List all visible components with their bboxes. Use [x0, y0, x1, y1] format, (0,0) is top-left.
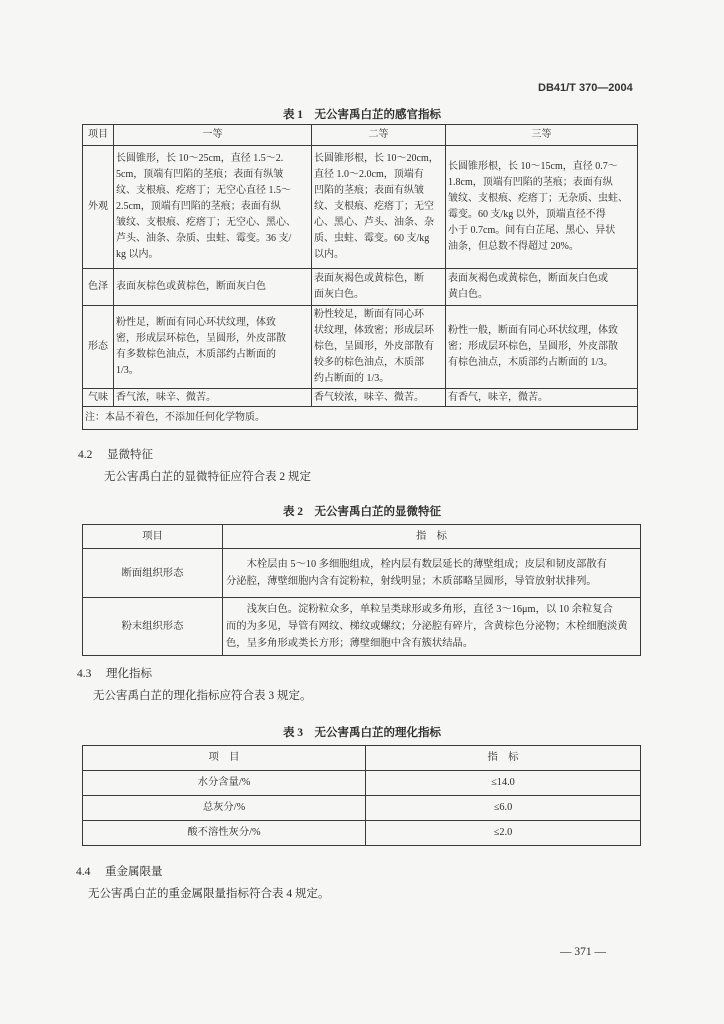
- section-title: 重金属限量: [105, 866, 163, 878]
- table-row: [83, 598, 641, 656]
- section-number: 4.4: [76, 866, 91, 878]
- grade3-cell: 长圆锥形根，长 10～15cm，直径 0.7～ 1.8cm，顶端有凹陷的茎痕；表面有纵 皱纹、支根痕、疙瘩丁；无杂质、虫蛀、 霉变。60 支/kg 以外，顶端直径不得 小于 0.7cm。间有白芷尾、黑心、异状 油条，但总数不得超过 20%。: [446, 146, 638, 269]
- grade3-cell: 有香气，味辛，微苦。: [446, 389, 638, 407]
- grade1-cell: 长圆锥形，长 10～25cm，直径 1.5～2. 5cm，顶端有凹陷的茎痕；表面有纵皱 纹、支根痕、疙瘩丁；无空心直径 1.5～ 2.5cm，顶端有凹陷的茎痕；表面有纵 皱纹、支根痕、疙瘩丁；无空心、黑心、 芦头、油条、杂质、虫蛀、霉变。36 支/ kg 以内。: [114, 146, 312, 269]
- table-note-row: [83, 407, 638, 430]
- row-label: 形态: [83, 306, 114, 389]
- table-row: [83, 549, 641, 598]
- table2-title: 表 2 无公害禹白芷的显微特征: [282, 506, 442, 518]
- document-code: DB41/T 370—2004: [538, 82, 633, 94]
- header-grade1: 一等: [114, 125, 312, 146]
- row-label: 粉末组织形态: [83, 598, 223, 656]
- section-text-4-4: 无公害禹白芷的重金属限量指标符合表 4 规定。: [88, 888, 330, 900]
- physicochemical-index-table: [82, 745, 641, 846]
- grade3-cell: 表面灰褐色或黄棕色，断面灰白色或 黄白色。: [446, 269, 638, 306]
- table-note: 注：本品不着色，不添加任何化学物质。: [83, 407, 638, 430]
- header-value: 指 标: [366, 746, 641, 771]
- table-row: [83, 821, 641, 846]
- table-row: [83, 269, 638, 306]
- grade2-cell: 表面灰褐色或黄棕色，断 面灰白色。: [312, 269, 446, 306]
- value-cell: ≤6.0: [366, 796, 641, 821]
- table-header-row: [83, 525, 641, 549]
- table-header-row: [83, 125, 638, 146]
- grade2-cell: 粉性较足，断面有同心环 状纹理，体致密；形成层环 棕色，呈圆形，外皮部散有 较多的棕色油点，木质部 约占断面的 1/3。: [312, 306, 446, 389]
- section-text-4-2: 无公害禹白芷的显微特征应符合表 2 规定: [104, 471, 311, 483]
- spec-cell: 木栓层由 5～10 多细胞组成，栓内层有数层延长的薄壁组成；皮层和韧皮部散有 分泌腔，薄壁细胞内含有淀粉粒，射线明显；木质部略呈圆形，导管放射状排列。: [223, 549, 641, 598]
- grade2-cell: 长圆锥形根，长 10～20cm， 直径 1.0～2.0cm，顶端有 凹陷的茎痕；表面有纵皱 纹、支根痕、疙瘩丁；无空 心、黑心、芦头、油条、杂 质、虫蛀、霉变。60 支/kg 以内。: [312, 146, 446, 269]
- sensory-index-table: [82, 124, 638, 430]
- microscopic-feature-table: [82, 524, 641, 656]
- table-row: [83, 306, 638, 389]
- section-title: 理化指标: [106, 668, 152, 680]
- section-number: 4.2: [78, 449, 93, 461]
- row-label: 断面组织形态: [83, 549, 223, 598]
- section-number: 4.3: [77, 668, 92, 680]
- value-cell: ≤2.0: [366, 821, 641, 846]
- row-label: 色泽: [83, 269, 114, 306]
- table-header-row: [83, 746, 641, 771]
- table1-title: 表 1 无公害禹白芷的感官指标: [282, 109, 442, 121]
- section-text-4-3: 无公害禹白芷的理化指标应符合表 3 规定。: [93, 690, 312, 702]
- row-label: 总灰分/%: [83, 796, 366, 821]
- row-label: 水分含量/%: [83, 771, 366, 796]
- section-heading-4-4: [76, 865, 163, 879]
- section-title: 显微特征: [107, 449, 153, 461]
- section-heading-4-3: [77, 667, 152, 681]
- header-item: 项 目: [83, 746, 366, 771]
- grade1-cell: 表面灰棕色或黄棕色，断面灰白色: [114, 269, 312, 306]
- page-number: — 371 —: [560, 946, 606, 958]
- row-label: 酸不溶性灰分/%: [83, 821, 366, 846]
- row-label: 气味: [83, 389, 114, 407]
- row-label: 外观: [83, 146, 114, 269]
- table-row: [83, 146, 638, 269]
- header-spec: 指 标: [223, 525, 641, 549]
- spec-cell: 浅灰白色。淀粉粒众多，单粒呈类球形或多角形，直径 3～16μm，以 10 余粒复合 而的为多见，导管有网纹、梯纹或螺纹；分泌腔有碎片，含黄棕色分泌物；木栓细胞淡黄 色，呈多角形或类长方形；薄壁细胞中含有簇状结晶。: [223, 598, 641, 656]
- header-item: 项目: [83, 525, 223, 549]
- table-row: [83, 771, 641, 796]
- grade1-cell: 粉性足，断面有同心环状纹理，体致 密，形成层环棕色，呈圆形，外皮部散 有多数棕色油点，木质部约占断面的 1/3。: [114, 306, 312, 389]
- grade2-cell: 香气较浓，味辛、微苦。: [312, 389, 446, 407]
- section-heading-4-2: [78, 448, 153, 462]
- grade3-cell: 粉性一般，断面有同心环状纹理，体致 密；形成层环棕色，呈圆形，外皮部散 有棕色油点，木质部约占断面的 1/3。: [446, 306, 638, 389]
- value-cell: ≤14.0: [366, 771, 641, 796]
- table3-title: 表 3 无公害禹白芷的理化指标: [282, 727, 442, 739]
- table-row: [83, 389, 638, 407]
- grade1-cell: 香气浓，味辛、微苦。: [114, 389, 312, 407]
- header-grade3: 三等: [446, 125, 638, 146]
- header-grade2: 二等: [312, 125, 446, 146]
- header-item: 项目: [83, 125, 114, 146]
- table-row: [83, 796, 641, 821]
